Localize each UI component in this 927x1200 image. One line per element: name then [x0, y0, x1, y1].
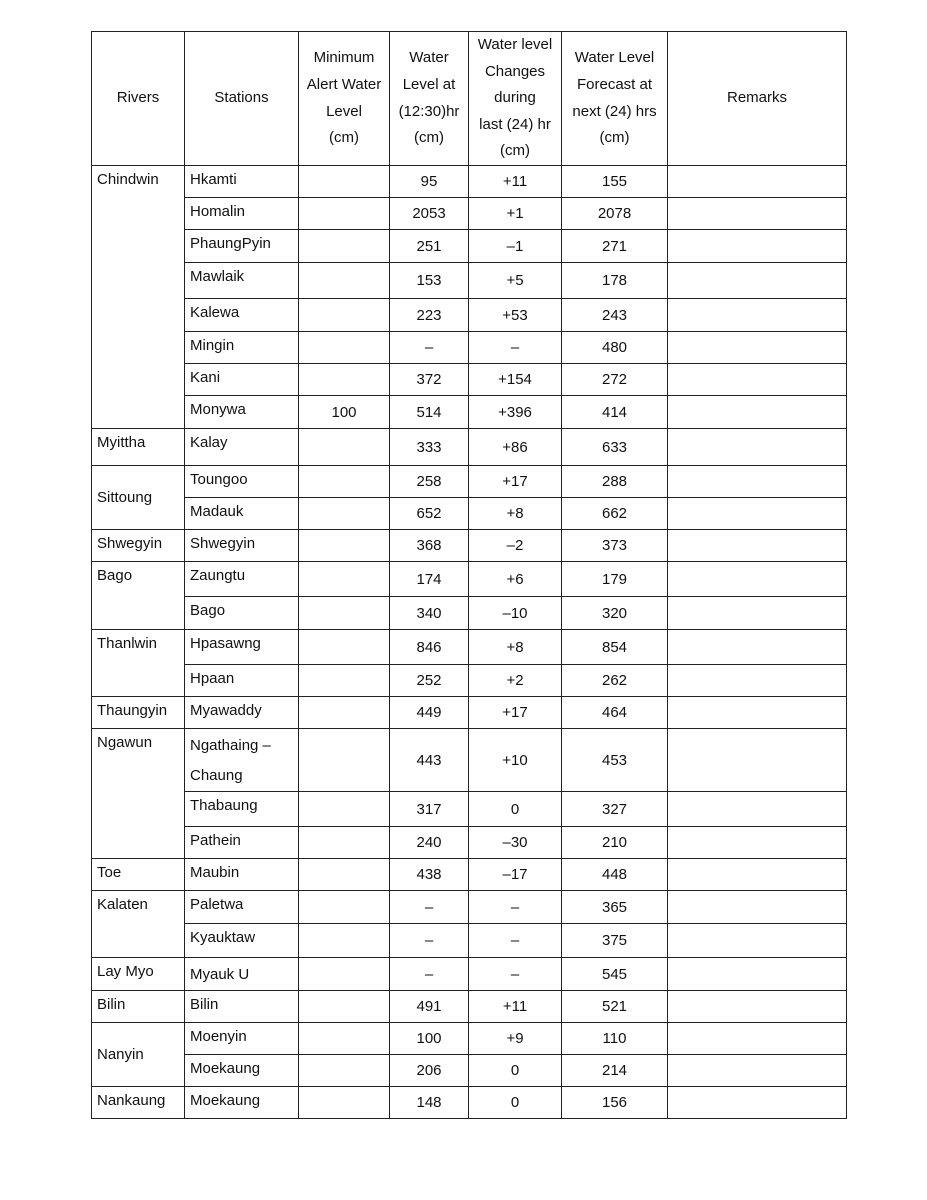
table-row: [92, 1087, 847, 1119]
station-cell: Kalay: [185, 429, 299, 466]
water-level-cell: 153: [390, 263, 469, 299]
table-row: [92, 230, 847, 263]
forecast-cell: 155: [562, 166, 668, 198]
forecast-cell: 521: [562, 991, 668, 1023]
water-level-cell: 174: [390, 562, 469, 597]
header-changes-line: last (24) hr: [479, 115, 551, 133]
table-row: [92, 827, 847, 859]
water-level-cell: –: [390, 332, 469, 364]
remarks-cell: [668, 263, 847, 299]
water-level-cell: –: [390, 958, 469, 991]
min-alert-cell: [299, 166, 390, 198]
table-row: [92, 729, 847, 792]
table-row: [92, 166, 847, 198]
station-cell: Madauk: [185, 498, 299, 530]
station-cell: Kalewa: [185, 299, 299, 332]
header-min-alert-line: Minimum: [313, 49, 375, 67]
water-level-cell: 514: [390, 396, 469, 429]
change-cell: +9: [469, 1023, 562, 1055]
change-cell: –: [469, 891, 562, 924]
river-cell: Shwegyin: [92, 530, 185, 562]
station-cell: Pathein: [185, 827, 299, 859]
station-cell: Moenyin: [185, 1023, 299, 1055]
forecast-cell: 243: [562, 299, 668, 332]
table-row: [92, 924, 847, 958]
remarks-cell: [668, 1087, 847, 1119]
table-row: [92, 263, 847, 299]
change-cell: –1: [469, 230, 562, 263]
forecast-cell: 327: [562, 792, 668, 827]
table-row: [92, 429, 847, 466]
min-alert-cell: [299, 332, 390, 364]
remarks-cell: [668, 827, 847, 859]
min-alert-cell: [299, 263, 390, 299]
water-level-cell: 652: [390, 498, 469, 530]
header-min-alert-line: Level: [326, 102, 362, 120]
forecast-cell: 110: [562, 1023, 668, 1055]
remarks-cell: [668, 396, 847, 429]
station-name-line: Ngathaing –: [190, 737, 271, 754]
min-alert-cell: [299, 891, 390, 924]
min-alert-cell: [299, 530, 390, 562]
station-cell: Bilin: [185, 991, 299, 1023]
change-cell: –30: [469, 827, 562, 859]
remarks-cell: [668, 166, 847, 198]
header-min-alert-line: (cm): [329, 129, 359, 147]
table-row: [92, 299, 847, 332]
station-cell: Thabaung: [185, 792, 299, 827]
change-cell: +6: [469, 562, 562, 597]
station-cell: Homalin: [185, 198, 299, 230]
remarks-cell: [668, 924, 847, 958]
river-cell: Kalaten: [92, 891, 185, 958]
remarks-cell: [668, 665, 847, 697]
station-cell: Kyauktaw: [185, 924, 299, 958]
table-row: [92, 562, 847, 597]
forecast-cell: 662: [562, 498, 668, 530]
station-cell: Myawaddy: [185, 697, 299, 729]
river-cell: Nankaung: [92, 1087, 185, 1119]
table-row: [92, 891, 847, 924]
station-cell: Moekaung: [185, 1087, 299, 1119]
change-cell: +2: [469, 665, 562, 697]
header-forecast-line: next (24) hrs: [572, 102, 657, 120]
forecast-cell: 373: [562, 530, 668, 562]
change-cell: +53: [469, 299, 562, 332]
station-cell: PhaungPyin: [185, 230, 299, 263]
forecast-cell: 414: [562, 396, 668, 429]
water-level-cell: 491: [390, 991, 469, 1023]
table-row: [92, 498, 847, 530]
min-alert-cell: [299, 230, 390, 263]
remarks-cell: [668, 230, 847, 263]
forecast-cell: 464: [562, 697, 668, 729]
table-row: [92, 198, 847, 230]
header-water-level-line: Water: [409, 49, 449, 67]
header-row: [92, 32, 847, 166]
header-changes-line: (cm): [500, 142, 530, 160]
forecast-cell: 854: [562, 630, 668, 665]
forecast-cell: 214: [562, 1055, 668, 1087]
remarks-cell: [668, 429, 847, 466]
table-row: [92, 859, 847, 891]
water-level-cell: 95: [390, 166, 469, 198]
min-alert-cell: [299, 827, 390, 859]
water-level-cell: 372: [390, 364, 469, 396]
forecast-cell: 365: [562, 891, 668, 924]
header-forecast-line: Forecast at: [576, 75, 653, 93]
station-cell: Maubin: [185, 859, 299, 891]
station-cell: Hpaan: [185, 665, 299, 697]
header-water-level-line: (cm): [414, 129, 444, 147]
change-cell: –: [469, 332, 562, 364]
table-row: [92, 630, 847, 665]
change-cell: –10: [469, 597, 562, 630]
remarks-cell: [668, 466, 847, 498]
water-level-cell: 443: [390, 729, 469, 792]
remarks-cell: [668, 792, 847, 827]
river-cell: Chindwin: [92, 166, 185, 429]
min-alert-cell: [299, 498, 390, 530]
remarks-cell: [668, 1055, 847, 1087]
change-cell: –: [469, 958, 562, 991]
station-name-line: Chaung: [190, 767, 243, 784]
river-cell: Bilin: [92, 991, 185, 1023]
water-level-cell: 2053: [390, 198, 469, 230]
min-alert-cell: [299, 299, 390, 332]
river-cell: Myittha: [92, 429, 185, 466]
remarks-cell: [668, 364, 847, 396]
river-cell: Nanyin: [92, 1023, 185, 1087]
min-alert-cell: [299, 1055, 390, 1087]
min-alert-cell: [299, 958, 390, 991]
forecast-cell: 480: [562, 332, 668, 364]
remarks-cell: [668, 991, 847, 1023]
change-cell: –: [469, 924, 562, 958]
station-cell: Shwegyin: [185, 530, 299, 562]
water-level-cell: –: [390, 891, 469, 924]
table-row: [92, 958, 847, 991]
table-row: [92, 364, 847, 396]
table-row: [92, 597, 847, 630]
min-alert-cell: [299, 1087, 390, 1119]
station-cell: Monywa: [185, 396, 299, 429]
water-level-cell: 223: [390, 299, 469, 332]
forecast-cell: 179: [562, 562, 668, 597]
min-alert-cell: [299, 630, 390, 665]
remarks-cell: [668, 498, 847, 530]
forecast-cell: 633: [562, 429, 668, 466]
change-cell: +17: [469, 697, 562, 729]
river-cell: Sittoung: [92, 466, 185, 530]
station-cell: Kani: [185, 364, 299, 396]
forecast-cell: 375: [562, 924, 668, 958]
table-header: [92, 32, 847, 166]
remarks-cell: [668, 859, 847, 891]
water-level-cell: 100: [390, 1023, 469, 1055]
forecast-cell: 2078: [562, 198, 668, 230]
water-level-cell: 317: [390, 792, 469, 827]
min-alert-cell: [299, 364, 390, 396]
remarks-cell: [668, 630, 847, 665]
remarks-cell: [668, 198, 847, 230]
change-cell: +8: [469, 630, 562, 665]
remarks-cell: [668, 891, 847, 924]
header-changes: [469, 32, 562, 166]
min-alert-cell: [299, 466, 390, 498]
change-cell: +396: [469, 396, 562, 429]
forecast-cell: 271: [562, 230, 668, 263]
header-forecast-line: Water Level: [574, 49, 655, 67]
remarks-cell: [668, 1023, 847, 1055]
min-alert-cell: [299, 597, 390, 630]
remarks-cell: [668, 299, 847, 332]
min-alert-cell: 100: [299, 396, 390, 429]
station-cell: Hkamti: [185, 166, 299, 198]
remarks-cell: [668, 562, 847, 597]
change-cell: +86: [469, 429, 562, 466]
water-level-cell: 846: [390, 630, 469, 665]
header-water-level-line: (12:30)hr: [398, 102, 460, 120]
table-row: [92, 697, 847, 729]
header-water-level: [390, 32, 469, 166]
water-level-cell: 252: [390, 665, 469, 697]
forecast-cell: 448: [562, 859, 668, 891]
table-row: [92, 396, 847, 429]
water-level-cell: 438: [390, 859, 469, 891]
table-row: [92, 991, 847, 1023]
forecast-cell: 453: [562, 729, 668, 792]
station-cell: Mingin: [185, 332, 299, 364]
header-forecast: [562, 32, 668, 166]
forecast-cell: 262: [562, 665, 668, 697]
change-cell: +11: [469, 166, 562, 198]
table-row: [92, 530, 847, 562]
remarks-cell: [668, 697, 847, 729]
change-cell: +5: [469, 263, 562, 299]
change-cell: 0: [469, 792, 562, 827]
min-alert-cell: [299, 665, 390, 697]
header-water-level-line: Level at: [402, 75, 456, 93]
forecast-cell: 156: [562, 1087, 668, 1119]
change-cell: +10: [469, 729, 562, 792]
header-forecast-line: (cm): [599, 129, 630, 147]
forecast-cell: 272: [562, 364, 668, 396]
min-alert-cell: [299, 429, 390, 466]
river-cell: Bago: [92, 562, 185, 630]
water-level-cell: 258: [390, 466, 469, 498]
table-row: [92, 1055, 847, 1087]
change-cell: +8: [469, 498, 562, 530]
change-cell: +1: [469, 198, 562, 230]
river-cell: Toe: [92, 859, 185, 891]
river-cell: Ngawun: [92, 729, 185, 859]
min-alert-cell: [299, 729, 390, 792]
station-cell: Bago: [185, 597, 299, 630]
station-cell: Hpasawng: [185, 630, 299, 665]
header-min-alert-line: Alert Water: [306, 75, 382, 93]
water-level-cell: 148: [390, 1087, 469, 1119]
station-cell: Myauk U: [185, 958, 299, 991]
min-alert-cell: [299, 859, 390, 891]
table-row: [92, 332, 847, 364]
water-level-cell: 251: [390, 230, 469, 263]
header-remarks: Remarks: [668, 32, 847, 166]
table-row: [92, 466, 847, 498]
change-cell: +154: [469, 364, 562, 396]
forecast-cell: 288: [562, 466, 668, 498]
header-changes-line: during: [494, 89, 536, 107]
water-level-table: [91, 31, 847, 1119]
station-cell: Paletwa: [185, 891, 299, 924]
station-cell: Mawlaik: [185, 263, 299, 299]
water-level-cell: 333: [390, 429, 469, 466]
water-level-cell: 240: [390, 827, 469, 859]
change-cell: +11: [469, 991, 562, 1023]
table-row: [92, 665, 847, 697]
water-level-cell: –: [390, 924, 469, 958]
min-alert-cell: [299, 991, 390, 1023]
header-min-alert: [299, 32, 390, 166]
table-body: [92, 166, 847, 1119]
header-changes-line: Changes: [484, 62, 546, 80]
station-cell: Moekaung: [185, 1055, 299, 1087]
station-cell: Toungoo: [185, 466, 299, 498]
water-level-cell: 340: [390, 597, 469, 630]
change-cell: +17: [469, 466, 562, 498]
remarks-cell: [668, 530, 847, 562]
header-rivers: Rivers: [92, 32, 185, 166]
remarks-cell: [668, 597, 847, 630]
forecast-cell: 545: [562, 958, 668, 991]
river-cell: Thanlwin: [92, 630, 185, 697]
change-cell: –17: [469, 859, 562, 891]
min-alert-cell: [299, 1023, 390, 1055]
forecast-cell: 210: [562, 827, 668, 859]
forecast-cell: 320: [562, 597, 668, 630]
remarks-cell: [668, 958, 847, 991]
water-level-cell: 206: [390, 1055, 469, 1087]
table-row: [92, 1023, 847, 1055]
remarks-cell: [668, 332, 847, 364]
header-stations: Stations: [185, 32, 299, 166]
min-alert-cell: [299, 924, 390, 958]
forecast-cell: 178: [562, 263, 668, 299]
table-row: [92, 792, 847, 827]
min-alert-cell: [299, 198, 390, 230]
min-alert-cell: [299, 697, 390, 729]
remarks-cell: [668, 729, 847, 792]
water-level-cell: 368: [390, 530, 469, 562]
min-alert-cell: [299, 792, 390, 827]
header-changes-line: Water level: [477, 36, 553, 54]
change-cell: 0: [469, 1087, 562, 1119]
river-cell: Lay Myo: [92, 958, 185, 991]
change-cell: 0: [469, 1055, 562, 1087]
station-cell: [185, 729, 299, 792]
river-cell: Thaungyin: [92, 697, 185, 729]
water-level-cell: 449: [390, 697, 469, 729]
change-cell: –2: [469, 530, 562, 562]
min-alert-cell: [299, 562, 390, 597]
station-cell: Zaungtu: [185, 562, 299, 597]
